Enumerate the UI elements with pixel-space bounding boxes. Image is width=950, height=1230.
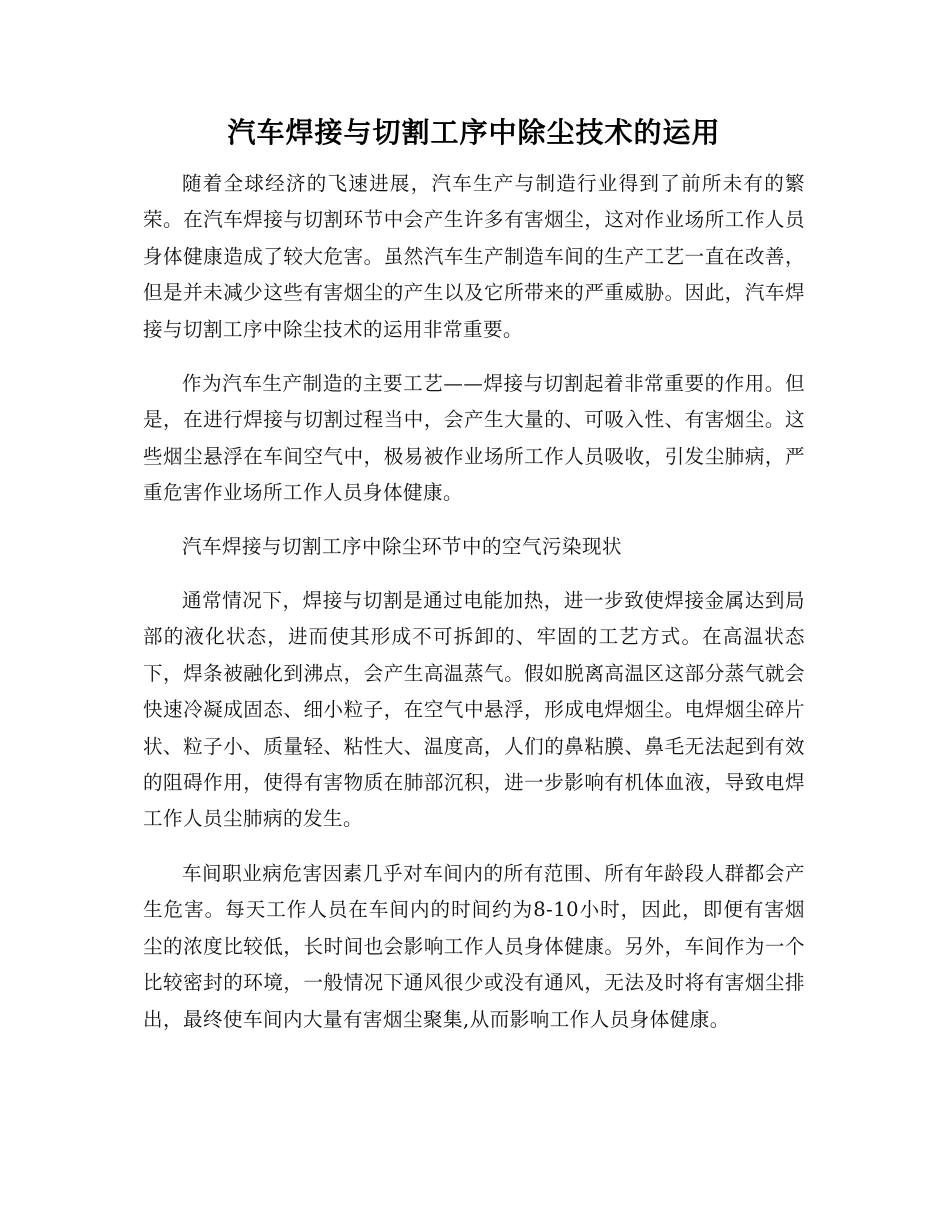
paragraph-workshop-hazards: 车间职业病危害因素几乎对车间内的所有范围、所有年龄段人群都会产生危害。每天工作人员在车间内的时间约为8-10小时，因此，即便有害烟尘的浓度比较低，长时间也会影响工作人员身体健康。另外，车间作为一个比较密封的环境，一般情况下通风很少或没有通风，无法及时将有害烟尘排出，最终使车间内大量有害烟尘聚集,从而影响工作人员身体健康。: [143, 862, 805, 1031]
paragraph-intro: 随着全球经济的飞速进展，汽车生产与制造行业得到了前所未有的繁荣。在汽车焊接与切割环节中会产生许多有害烟尘，这对作业场所工作人员身体健康造成了较大危害。虽然汽车生产制造车间的生产工艺一直在改善，但是并未减少这些有害烟尘的产生以及它所带来的严重威胁。因此，汽车焊接与切割工序中除尘技术的运用非常重要。: [143, 172, 805, 341]
section-heading-pollution-status: 汽车焊接与切割工序中除尘环节中的空气污染现状: [182, 535, 623, 558]
paragraph-welding-fume-formation: 通常情况下，焊接与切割是通过电能加热，进一步致使焊接金属达到局部的液化状态，进而使其形成不可拆卸的、牢固的工艺方式。在高温状态下，焊条被融化到沸点，会产生高温蒸气。假如脱离高温区这部分蒸气就会快速冷凝成固态、细小粒子，在空气中悬浮，形成电焊烟尘。电焊烟尘碎片状、粒子小、质量轻、粘性大、温度高，人们的鼻粘膜、鼻毛无法起到有效的阻碍作用，使得有害物质在肺部沉积，进一步影响有机体血液，导致电焊工作人员尘肺病的发生。: [143, 589, 805, 831]
paragraph-welding-importance: 作为汽车生产制造的主要工艺——焊接与切割起着非常重要的作用。但是，在进行焊接与切割过程当中，会产生大量的、可吸入性、有害烟尘。这些烟尘悬浮在车间空气中，极易被作业场所工作人员吸收，引发尘肺病，严重危害作业场所工作人员身体健康。: [143, 372, 805, 505]
document-title: 汽车焊接与切割工序中除尘技术的运用: [227, 116, 721, 149]
